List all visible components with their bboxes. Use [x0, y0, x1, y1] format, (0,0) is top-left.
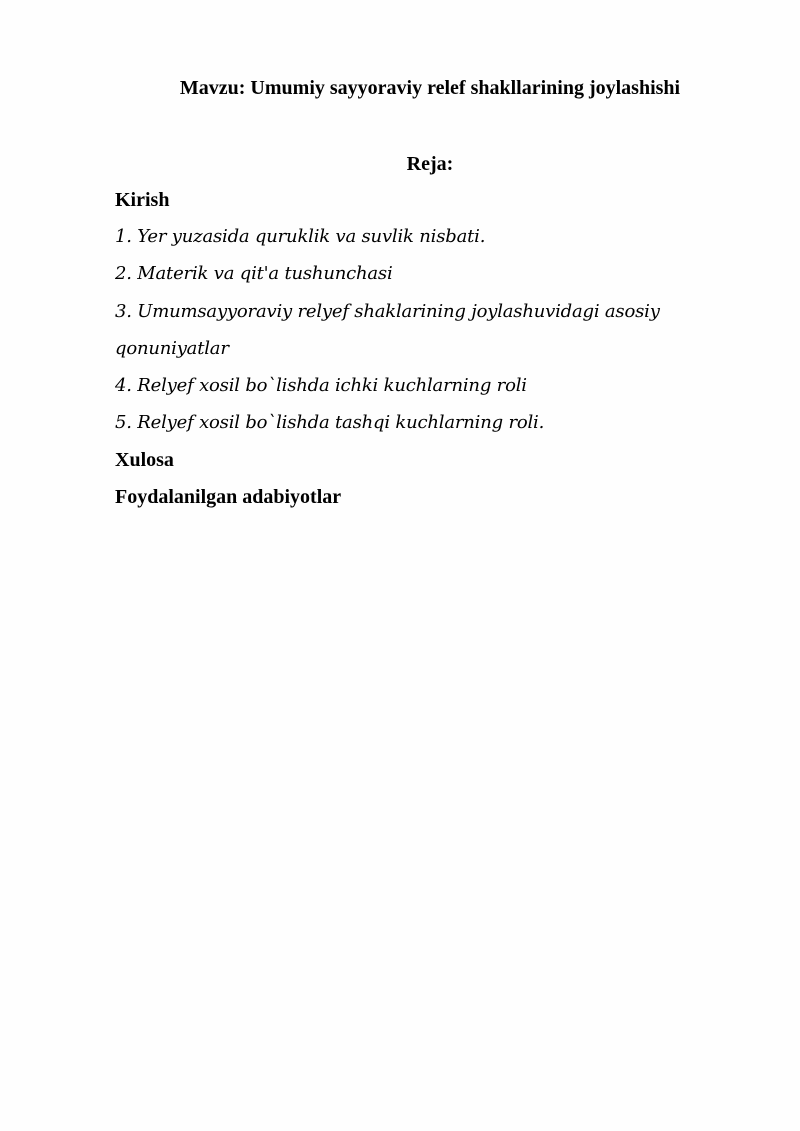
section-intro: Kirish — [115, 189, 170, 211]
section-conclusion: Xulosa — [115, 449, 174, 471]
plan-item-3-continued: qonuniyatlar — [115, 338, 229, 359]
plan-item-5: 5. Relyef xosil bo`lishda tashqi kuchlarning roli. — [115, 412, 545, 433]
document-title: Mavzu: Umumiy sayyoraviy relef shakllarining joylashishi — [179, 77, 681, 99]
plan-item-2: 2. Materik va qit'a tushunchasi — [115, 263, 393, 284]
section-references: Foydalanilgan adabiyotlar — [115, 486, 342, 508]
plan-item-1: 1. Yer yuzasida quruklik va suvlik nisbati. — [115, 226, 486, 247]
plan-heading: Reja: — [406, 153, 454, 175]
plan-item-3: 3. Umumsayyoraviy relyef shaklarining joylashuvidagi asosiy — [115, 301, 660, 322]
plan-item-4: 4. Relyef xosil bo`lishda ichki kuchlarning roli — [115, 375, 527, 396]
